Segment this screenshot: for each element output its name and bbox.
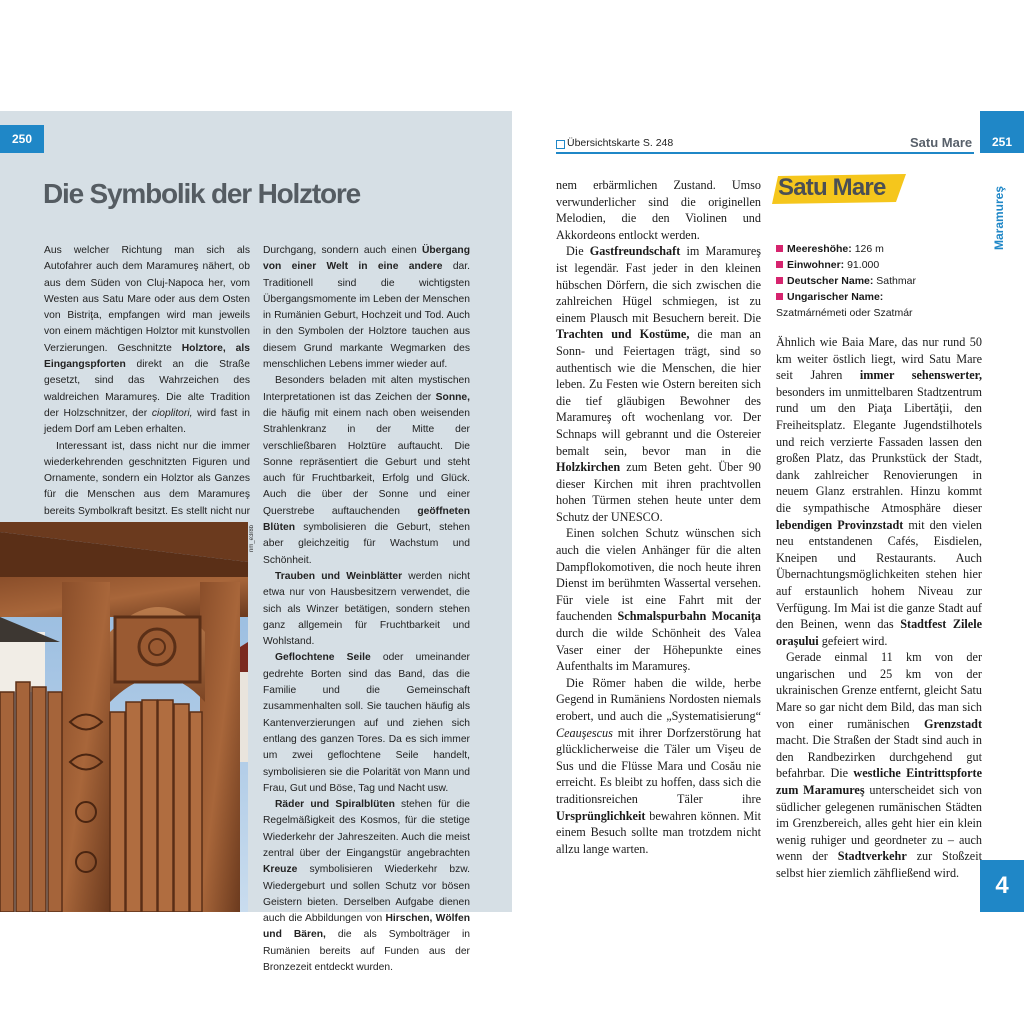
bold-text: westliche Eintrittspforte zum Maramureş bbox=[776, 766, 982, 798]
text-run: die als Symbolträger in Rumänien bereits auf Funden aus der Bronzezeit entdeckt wurden. bbox=[263, 929, 470, 974]
text-run: nem erbärmlichen Zustand. Umso verwunderlicher sind die originellen Melodien, die den Violinen und Akkordeons entlockt werden. bbox=[556, 178, 761, 242]
left-column-1 bbox=[44, 243, 250, 536]
text-run: durch die wilde Schönheit des Valea Vaser einer der Höhepunkte eines Aufenthalts im Maramureş. bbox=[556, 626, 761, 674]
paragraph bbox=[776, 334, 982, 649]
info-ungarischer-name bbox=[776, 291, 883, 303]
text-run: die häufig mit einem nach oben weisenden Strahlenkranz in der Mitte der verschließbaren Holztüre auftaucht. Die Sonne repräsentiert die Geburt und steht auch für Fruchtbarkeit, Erfolg und Glück. Auch die über der Sonne und einer Querstrebe auftauchenden bbox=[263, 407, 470, 517]
bold-text: Grenzstadt bbox=[924, 716, 982, 731]
info-value: Sathmar bbox=[876, 275, 916, 287]
text-run: symbolisieren die Geburt, stehen aber gleichzeitig für Wachstum und Schönheit. bbox=[263, 522, 470, 566]
bold-text: lebendigen Provinzstadt bbox=[776, 517, 904, 532]
paragraph bbox=[556, 243, 761, 525]
paragraph bbox=[776, 649, 982, 881]
text-run: macht. Die Straßen der Stadt sind auch in den Randbezirken durchgehend gut befahrbar. Die bbox=[776, 733, 982, 781]
text-run: unterscheidet sich von südlicher gelegenen rumänischen Städten im Grenzbereich, alles geht hier ein klein wenig ruhiger und geordneter zu – auch wenn der bbox=[776, 783, 982, 864]
bold-text: Kreuze bbox=[263, 864, 298, 876]
text-run: werden nicht etwa nur von Hausbesitzern verwendet, die sich als Winzer betätigen, sondern stehen ganz allgemein für Fruchtbarkeit und Wohlstand. bbox=[263, 570, 470, 648]
text-run: zum Beten geht. Über 90 dieser Kirchen mit ihren prachtvollen hohen Türmen stehen heute unter dem Schutz der UNESCO. bbox=[556, 460, 761, 524]
text-run: gefeiert wird. bbox=[818, 633, 888, 648]
italic-text: cioplitori, bbox=[151, 407, 193, 419]
info-ungarischer-name-value: Szatmárnémeti oder Szatmár bbox=[776, 307, 913, 319]
text-run: zur Stoßzeit selbst hier ziemlich zähfließend wird. bbox=[776, 849, 982, 880]
text-run: bewahren können. Mit einem Besuch sollte man trotzdem nicht allzu lange warten. bbox=[556, 808, 761, 856]
right-column-1 bbox=[556, 177, 761, 857]
text-run: wird fast in jedem Dorf am Leben erhalten. bbox=[44, 407, 250, 436]
info-value: 91.000 bbox=[847, 259, 880, 271]
bold-text: Holztore, als Eingangspforten bbox=[44, 342, 250, 371]
city-title-block bbox=[772, 174, 906, 204]
paragraph bbox=[263, 650, 470, 797]
bold-text: Gastfreundschaft bbox=[589, 244, 681, 259]
overview-map-reference: Übersichtskarte S. 248 bbox=[567, 137, 674, 149]
text-run: dar. Traditionell sind die wichtigsten Übergangsmomente im Leben der Menschen in Rumänien Geburt, Hochzeit und Tod. Auch in den Symbolen der Holztore tauchen aus diesem Grund markante Wegmarken des menschlichen Lebens immer wieder auf. bbox=[263, 261, 470, 371]
text-run: Besonders beladen mit alten mystischen Interpretationen ist das Zeichen der bbox=[263, 375, 470, 403]
text-run: Interessant ist, dass nicht nur die immer wiederkehrenden geschnitzten Figuren und Ornamente, sondern ein Holztor als Ganzes für die Menschen aus dem Maramureş bereits Symbolkraft besitzt. Es stellt nicht nur bbox=[44, 440, 250, 517]
left-page-number: 250 bbox=[0, 125, 44, 153]
italic-text: Ceauşescus bbox=[556, 725, 613, 740]
running-title: Satu Mare bbox=[910, 135, 973, 150]
info-label: Ungarischer Name: bbox=[787, 291, 884, 303]
left-column-2 bbox=[263, 243, 470, 976]
text-run: Ähnlich wie Baia Mare, das nur rund 50 km weiter östlich liegt, wird Satu Mare seit Jahren bbox=[776, 335, 982, 383]
paragraph bbox=[556, 675, 761, 858]
bullet-square-icon bbox=[776, 293, 783, 300]
text-run: Einen solchen Schutz wünschen sich auch die vielen Anhänger für die alten Dampflokomotiven, die noch heute ihren Dienst im berühmten Wassertal versehen. Für viele ist eine Fahrt mit der fauchenden bbox=[556, 526, 761, 624]
city-title: Satu Mare bbox=[778, 174, 886, 201]
text-run: stehen für die Regelmäßigkeit des Kosmos, für die stetige Wiederkehr der Jahreszeiten. Auch die meist zentral über der Eingangstür angebrachten bbox=[263, 799, 470, 859]
paragraph bbox=[263, 243, 470, 373]
text-run: die man an Sonn- und Feiertagen trägt, sind so authentisch wie die Menschen, die hier leben. Zu Festen wie Ostern bereiten sich die tief gläubigen Bewohner des Maramureş oft wochenlang vor. Der Schnaps will gebrannt und die Ostereier bemalt sein, bevor man in die bbox=[556, 327, 761, 458]
text-run: im Maramureş ist legendär. Fast jeder in den kleinen hübschen Dörfern, die sich zwischen die zahlreichen Hügel schmiegen, ist zu einem Plausch mit Besuchern bereit. Die bbox=[556, 244, 761, 325]
bold-text: Trachten und Kostüme, bbox=[556, 327, 690, 342]
paragraph bbox=[44, 243, 250, 439]
paragraph bbox=[556, 525, 761, 674]
bold-text: Sonne, bbox=[435, 391, 470, 403]
bold-text: Geflochtene Seile bbox=[275, 652, 371, 664]
text-run: Aus welcher Richtung man sich als Autofahrer auch dem Maramureş nähert, ob aus dem Süden von Cluj-Napoca her, vom Westen aus Satu Mare oder aus dem Osten von Bistriţa, empfangen wird man jeweils von einem mächtigen Holztor mit kunstvollen Verzierungen. Geschnitzte bbox=[44, 245, 250, 354]
bold-text: Ursprünglichkeit bbox=[556, 808, 646, 823]
info-label: Einwohner: bbox=[787, 259, 845, 271]
paragraph bbox=[263, 373, 470, 569]
right-page-number bbox=[980, 111, 1024, 153]
bold-text: Räder und Spiralblüten bbox=[275, 799, 395, 811]
bold-text: Holzkirchen bbox=[556, 460, 621, 475]
header-rule bbox=[556, 152, 974, 154]
paragraph bbox=[263, 797, 470, 976]
chapter-tab: 4 bbox=[980, 860, 1024, 912]
text-run: direkt an die Straße gesetzt, sind das Wahrzeichen des waldreichen Maramureş. Die alte Tradition der Holzschnitzer, der bbox=[44, 359, 250, 419]
info-deutscher-name bbox=[776, 275, 916, 287]
info-meereshoehe bbox=[776, 243, 884, 255]
bold-text: immer sehenswerter, bbox=[859, 368, 982, 383]
left-page-title: Die Symbolik der Holztore bbox=[43, 178, 360, 209]
text-run: Gerade einmal 11 km von der ungarischen und 25 km von der ukrainischen Grenze entfernt, gleicht Satu Mare so gar nicht dem Bild, das man sich von einer rumänischen bbox=[776, 650, 982, 731]
text-run: oder umeinander gedrehte Borten sind das Band, das die Familie und die Gemeinschaft zusammenhalten soll. Sie tauchen häufig als Kantenverzierungen auf und ziehen sich entlang des ganzen Tores. Da es sich immer um zwei geflochtene Seile handelt, symbolisieren sie die Polarität von Mann und Frau, Gut und Böse, Tag und Nacht usw. bbox=[263, 652, 470, 794]
text-run: Die bbox=[566, 244, 590, 259]
region-side-tab: Maramureş bbox=[992, 185, 1006, 250]
text-run: Durchgang, sondern auch einen bbox=[263, 245, 422, 256]
bold-text: Übergang von einer Welt in eine andere bbox=[263, 245, 470, 273]
bold-text: Stadtfest Zilele oraşului bbox=[776, 617, 982, 648]
info-label: Deutscher Name: bbox=[787, 275, 874, 287]
bold-text: Hirschen, Wölfen und Bären, bbox=[263, 913, 470, 941]
bold-text: Stadtverkehr bbox=[837, 849, 907, 864]
text-run: symbolisieren Wiederkehr bzw. Wiedergeburt und sollen Schutz vor bösen Geistern bieten. Derselben Aufgabe dienen auch die Abbildungen von bbox=[263, 864, 470, 925]
right-page-number-text: 251 bbox=[991, 135, 1013, 149]
text-run: Die Römer haben die wilde, herbe Gegend in Rumäniens Nordosten niemals erobert, und auch die „Systematisierung“ bbox=[556, 675, 761, 723]
text-run: mit ihrer Dorfzerstörung hat glücklicherweise die Täler um Vişeu de Sus und die Flüsse Mara und Cosău nie erreicht. Es bleibt zu hoffen, dass sich die traditionsreichen Täler ihre bbox=[556, 725, 761, 806]
bullet-square-icon bbox=[776, 261, 783, 268]
text-run: besonders im unmittelbaren Stadtzentrum rund um den Piaţa Libertăţii, den Freiheitsplatz. Elegante Jugendstilhotels und reich verzierte Fassaden lassen den großen Platz, das Prunkstück der Stadt, dank zahlreicher Renovierungen in neuem Glanz erstrahlen. Hinzu kommt die sympathische Atmosphäre dieser bbox=[776, 384, 982, 515]
bullet-square-icon bbox=[776, 277, 783, 284]
wooden-gate-photo bbox=[0, 522, 248, 912]
info-value: 126 m bbox=[854, 243, 884, 255]
bold-text: geöffneten Blüten bbox=[263, 505, 470, 534]
photo-credit: nm_e3r8b bbox=[249, 524, 255, 552]
info-einwohner bbox=[776, 259, 879, 271]
bold-text: Schmalspurbahn Mocaniţa bbox=[617, 609, 762, 624]
paragraph bbox=[556, 177, 761, 243]
bold-text: Trauben und Weinblätter bbox=[275, 570, 403, 582]
map-reference-square-icon bbox=[556, 140, 565, 149]
text-run: mit den vielen neu entstandenen Cafés, Eisdielen, Kneipen und Restaurants. Auch Übernachtungsmöglichkeiten stehen hier auf erstaunlich hohem Niveau zur Verfügung. Im Mai ist die ganze Stadt auf den Beinen, wenn das bbox=[776, 517, 982, 632]
right-column-2 bbox=[776, 334, 982, 882]
info-label: Meereshöhe: bbox=[787, 243, 852, 255]
paragraph bbox=[263, 569, 470, 650]
bullet-square-icon bbox=[776, 245, 783, 252]
